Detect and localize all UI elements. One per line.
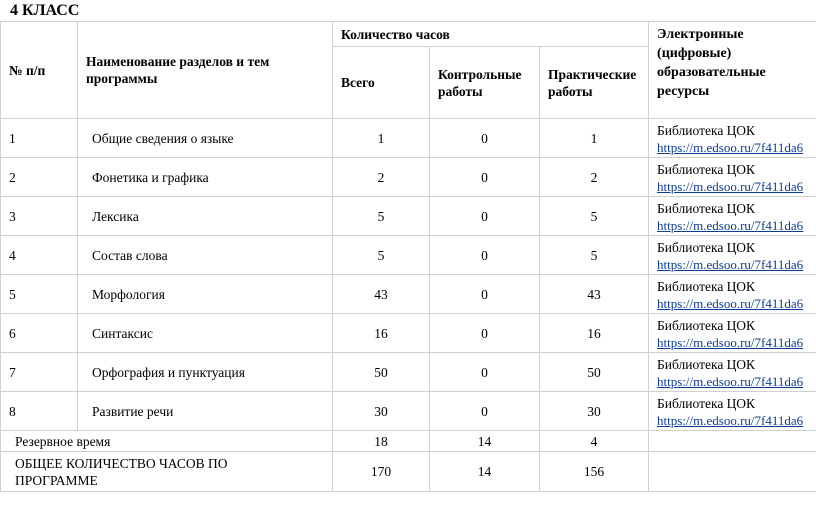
row-num: 1	[1, 119, 78, 158]
table-row	[1, 392, 816, 431]
header-hours: Количество часов	[333, 22, 649, 47]
row-num: 8	[1, 392, 78, 431]
reserve-total: 18	[333, 431, 430, 452]
row-name: Морфология	[78, 275, 333, 314]
row-name: Синтаксис	[78, 314, 333, 353]
row-name: Развитие речи	[78, 392, 333, 431]
resource-link[interactable]: https://m.edsoo.ru/7f411da6	[657, 140, 804, 155]
resource-label: Библиотека ЦОК	[657, 279, 756, 294]
header-num: № п/п	[1, 22, 78, 119]
resource-link[interactable]: https://m.edsoo.ru/7f411da6	[657, 257, 804, 272]
row-practical: 30	[540, 392, 649, 431]
row-control: 0	[430, 275, 540, 314]
row-practical: 5	[540, 236, 649, 275]
row-practical: 50	[540, 353, 649, 392]
table-row	[1, 236, 816, 275]
summary-control: 14	[430, 452, 540, 492]
row-num: 2	[1, 158, 78, 197]
resource-link[interactable]: https://m.edsoo.ru/7f411da6	[657, 296, 804, 311]
row-total: 2	[333, 158, 430, 197]
row-control: 0	[430, 353, 540, 392]
row-total: 5	[333, 197, 430, 236]
resource-label: Библиотека ЦОК	[657, 123, 756, 138]
row-total: 50	[333, 353, 430, 392]
row-resources	[649, 314, 816, 353]
row-resources	[649, 353, 816, 392]
row-num: 5	[1, 275, 78, 314]
row-control: 0	[430, 158, 540, 197]
header-practical: Практические работы	[540, 47, 649, 119]
resource-label: Библиотека ЦОК	[657, 201, 756, 216]
row-total: 16	[333, 314, 430, 353]
reserve-resources	[649, 431, 816, 452]
summary-total: 170	[333, 452, 430, 492]
summary-practical: 156	[540, 452, 649, 492]
row-resources	[649, 197, 816, 236]
row-num: 3	[1, 197, 78, 236]
row-name: Фонетика и графика	[78, 158, 333, 197]
resource-link[interactable]: https://m.edsoo.ru/7f411da6	[657, 218, 804, 233]
row-resources	[649, 119, 816, 158]
reserve-label: Резервное время	[1, 431, 333, 452]
table-row	[1, 275, 816, 314]
row-control: 0	[430, 236, 540, 275]
row-practical: 1	[540, 119, 649, 158]
resource-label: Библиотека ЦОК	[657, 357, 756, 372]
reserve-row	[1, 431, 816, 452]
table-row	[1, 158, 816, 197]
row-practical: 5	[540, 197, 649, 236]
row-num: 4	[1, 236, 78, 275]
row-control: 0	[430, 392, 540, 431]
row-total: 43	[333, 275, 430, 314]
row-name: Орфография и пунктуация	[78, 353, 333, 392]
row-resources	[649, 236, 816, 275]
row-resources	[649, 392, 816, 431]
header-resources: Электронные (цифровые) образовательные ресурсы	[649, 22, 816, 119]
row-resources	[649, 158, 816, 197]
resource-link[interactable]: https://m.edsoo.ru/7f411da6	[657, 413, 804, 428]
summary-row	[1, 452, 816, 492]
summary-resources	[649, 452, 816, 492]
table-row	[1, 119, 816, 158]
row-control: 0	[430, 314, 540, 353]
row-name: Состав слова	[78, 236, 333, 275]
header-name: Наименование разделов и тем программы	[78, 22, 333, 119]
resource-label: Библиотека ЦОК	[657, 162, 756, 177]
program-table	[0, 21, 816, 492]
row-practical: 16	[540, 314, 649, 353]
resource-link[interactable]: https://m.edsoo.ru/7f411da6	[657, 374, 804, 389]
page-title: 4 КЛАСС	[10, 2, 80, 19]
header-control: Контрольные работы	[430, 47, 540, 119]
row-practical: 43	[540, 275, 649, 314]
resource-label: Библиотека ЦОК	[657, 240, 756, 255]
table-row	[1, 353, 816, 392]
row-num: 7	[1, 353, 78, 392]
row-total: 5	[333, 236, 430, 275]
table-row	[1, 197, 816, 236]
summary-label: ОБЩЕЕ КОЛИЧЕСТВО ЧАСОВ ПО ПРОГРАММЕ	[1, 452, 333, 492]
row-name: Общие сведения о языке	[78, 119, 333, 158]
reserve-practical: 4	[540, 431, 649, 452]
row-total: 1	[333, 119, 430, 158]
row-control: 0	[430, 197, 540, 236]
resource-label: Библиотека ЦОК	[657, 396, 756, 411]
row-control: 0	[430, 119, 540, 158]
table-row	[1, 314, 816, 353]
resource-label: Библиотека ЦОК	[657, 318, 756, 333]
resource-link[interactable]: https://m.edsoo.ru/7f411da6	[657, 335, 804, 350]
row-num: 6	[1, 314, 78, 353]
row-name: Лексика	[78, 197, 333, 236]
row-total: 30	[333, 392, 430, 431]
header-total: Всего	[333, 47, 430, 119]
reserve-control: 14	[430, 431, 540, 452]
resource-link[interactable]: https://m.edsoo.ru/7f411da6	[657, 179, 804, 194]
row-resources	[649, 275, 816, 314]
row-practical: 2	[540, 158, 649, 197]
